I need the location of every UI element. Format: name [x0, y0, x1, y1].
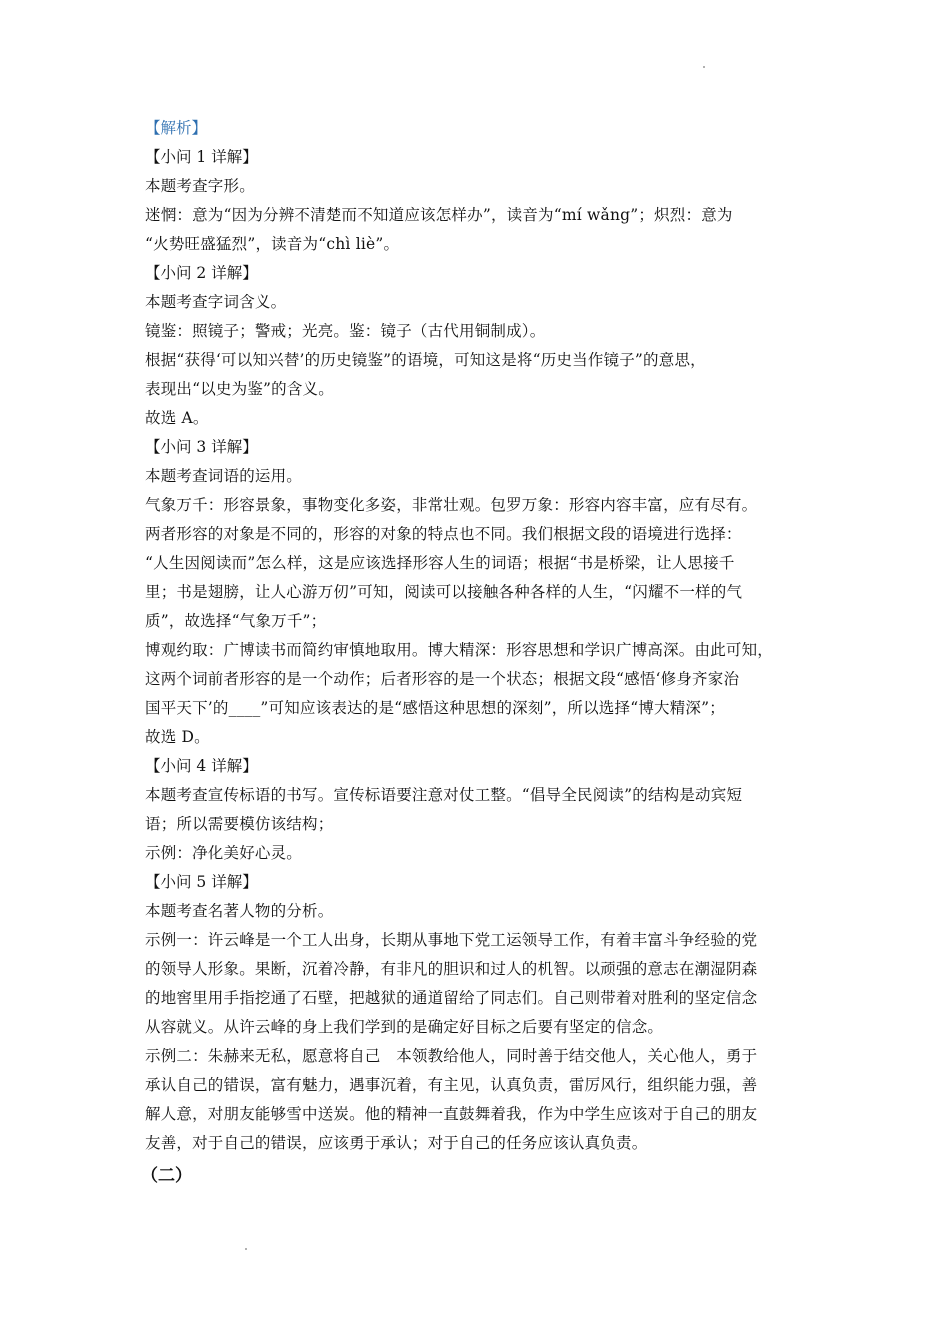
analysis-label: 【解析】: [145, 119, 208, 137]
q1-line: “火势旺盛猛烈”，读音为“chì liè”。: [145, 235, 400, 253]
q2-line: 表现出“以史为鉴”的含义。: [145, 380, 334, 398]
answer-analysis: [141, 114, 810, 1192]
q4-line: 语；所以需要模仿该结构；: [145, 815, 334, 833]
q5-line: 从容就义。从许云峰的身上我们学到的是确定好目标之后要有坚定的信念。: [145, 1018, 664, 1036]
q1-line: 本题考查字形。: [145, 177, 255, 195]
q3-line: 质”，故选择“气象万千”；: [145, 612, 327, 630]
q5-line: 的领导人形象。果断，沉着冷静，有非凡的胆识和过人的机智。以顽强的意志在潮湿阴森: [145, 960, 758, 978]
section-two-heading: （二）: [141, 1166, 192, 1186]
q5-line: 承认自己的错误，富有魅力，遇事沉着，有主见，认真负责，雷厉风行，组织能力强，善: [145, 1076, 758, 1094]
q2-line: 镜鉴：照镜子；警戒；光亮。鉴：镜子（古代用铜制成）。: [145, 322, 546, 340]
q3-line: 本题考查词语的运用。: [145, 467, 303, 485]
q1-heading: 【小问 1 详解】: [145, 148, 258, 166]
q2-line: 故选 A。: [145, 409, 209, 427]
q5-line: 示例二：朱赫来无私，愿意将自己 本领教给他人，同时善于结交他人，关心他人，勇于: [145, 1047, 758, 1065]
q1-line: 迷惘：意为“因为分辨不清楚而不知道应该怎样办”，读音为“mí wǎng”；炽烈：意为: [145, 206, 733, 224]
q3-line: 博观约取：广博读书而简约审慎地取用。博大精深：形容思想和学识广博高深。由此可知，: [145, 641, 774, 659]
q5-line: 的地窖里用手指挖通了石壁，把越狱的通道留给了同志们。自己则带着对胜利的坚定信念: [145, 989, 758, 1007]
q5-line: 解人意，对朋友能够雪中送炭。他的精神一直鼓舞着我，作为中学生应该对于自己的朋友: [145, 1105, 758, 1123]
q2-line: 根据“获得‘可以知兴替’的历史镜鉴”的语境，可知这是将“历史当作镜子”的意思，: [145, 351, 706, 369]
q3-line: “人生因阅读而”怎么样，这是应该选择形容人生的词语；根据“书是桥梁，让人思接千: [145, 554, 735, 572]
q3-line: 这两个词前者形容的是一个动作；后者形容的是一个状态；根据文段“感悟‘修身齐家治: [145, 670, 740, 688]
q3-line: 两者形容的对象是不同的，形容的对象的特点也不同。我们根据文段的语境进行选择：: [145, 525, 742, 543]
q4-line: 示例：净化美好心灵。: [145, 844, 303, 862]
page-marker-dot: [703, 66, 705, 68]
q2-heading: 【小问 2 详解】: [145, 264, 258, 282]
q3-heading: 【小问 3 详解】: [145, 438, 258, 456]
q5-line: 本题考查名著人物的分析。: [145, 902, 334, 920]
q3-line: 国平天下’的____”可知应该表达的是“感悟这种思想的深刻”，所以选择“博大精深”；: [145, 699, 725, 717]
q5-heading: 【小问 5 详解】: [145, 873, 258, 891]
q5-line: 示例一：许云峰是一个工人出身，长期从事地下党工运领导工作，有着丰富斗争经验的党: [145, 931, 758, 949]
q3-line: 气象万千：形容景象，事物变化多姿，非常壮观。包罗万象：形容内容丰富，应有尽有。: [145, 496, 758, 514]
q2-line: 本题考查字词含义。: [145, 293, 287, 311]
q4-heading: 【小问 4 详解】: [145, 757, 258, 775]
q3-line: 里；书是翅膀，让人心游万仞”可知，阅读可以接触各种各样的人生，“闪耀不一样的气: [145, 583, 743, 601]
q3-line: 故选 D。: [145, 728, 210, 746]
q5-line: 友善，对于自己的错误，应该勇于承认；对于自己的任务应该认真负责。: [145, 1134, 648, 1152]
page-marker-dot: [245, 1248, 247, 1250]
q4-line: 本题考查宣传标语的书写。宣传标语要注意对仗工整。“倡导全民阅读”的结构是动宾短: [145, 786, 743, 804]
